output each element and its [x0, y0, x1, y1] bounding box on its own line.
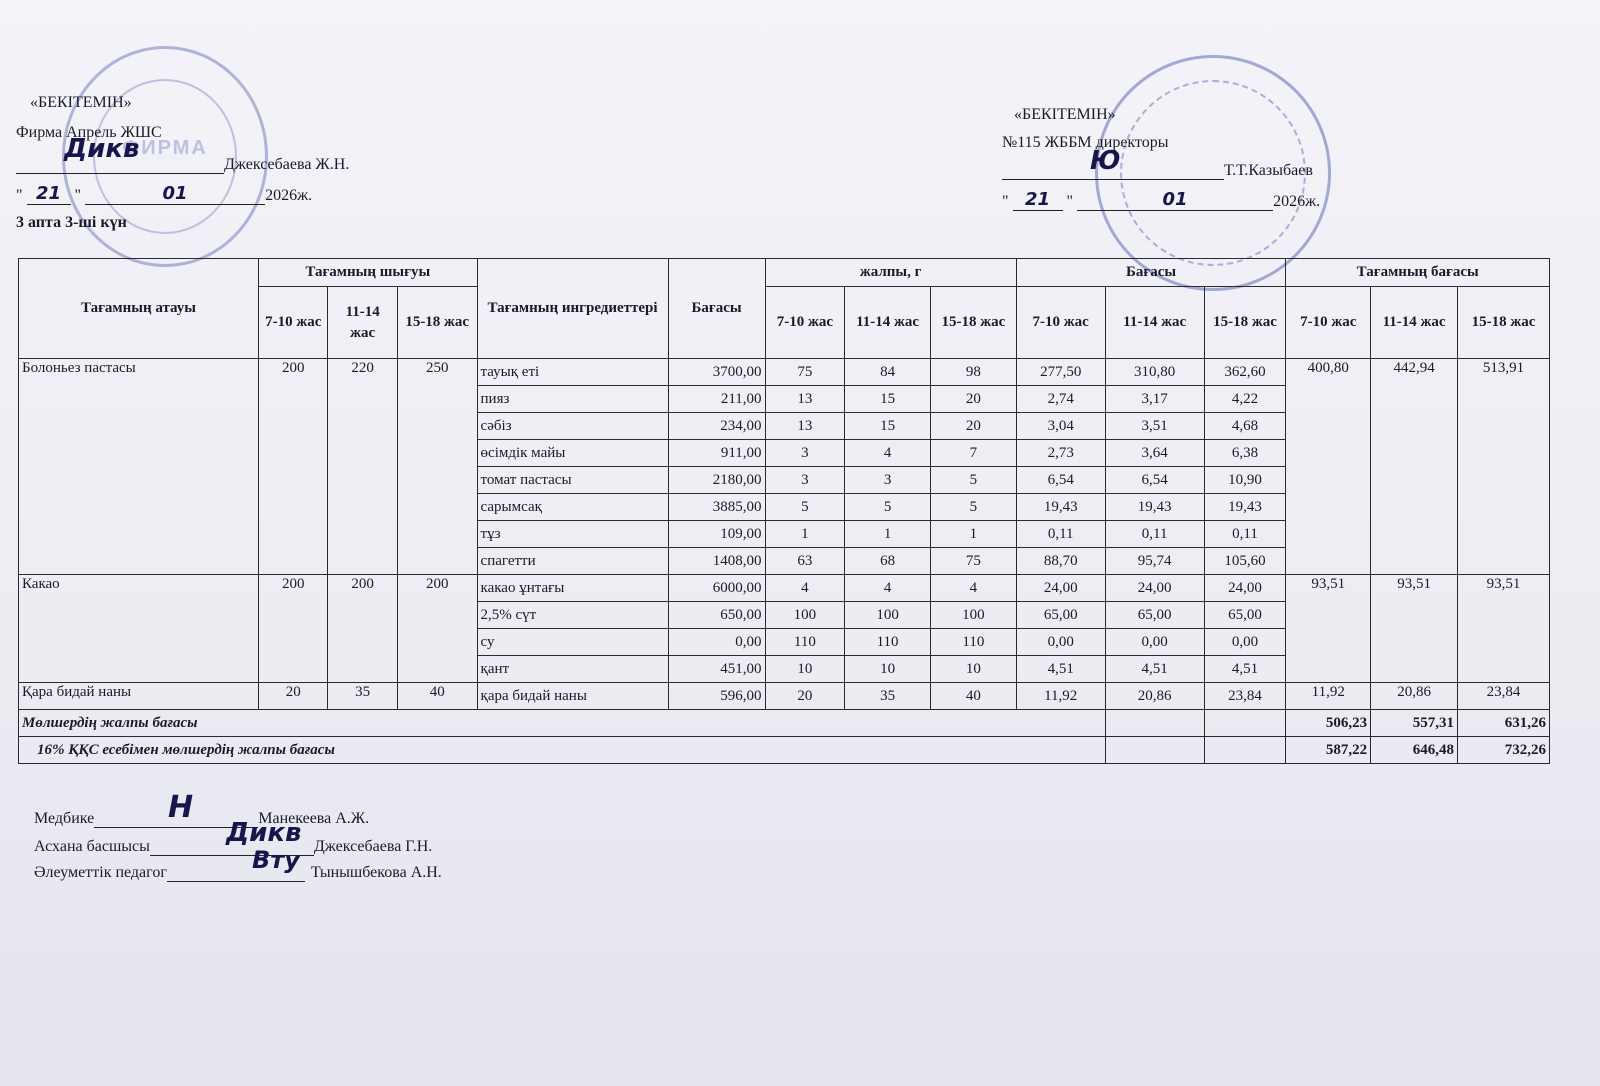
social-pedagogue-line [34, 864, 442, 882]
left-signature-line [16, 173, 224, 174]
ingredient-grams-11-14: 3 [845, 467, 931, 494]
ingredient-row [19, 575, 1550, 602]
ingredient-cost-11-14: 0,11 [1105, 521, 1204, 548]
ingredient-grams-15-18: 75 [930, 548, 1016, 575]
header-grams-age-11-14: 11-14 жас [845, 287, 931, 359]
vat-total-row [19, 737, 1550, 764]
ingredient-grams-15-18: 10 [930, 656, 1016, 683]
ingredient-unit-price: 2180,00 [668, 467, 765, 494]
dish-price-11-14: 20,86 [1371, 683, 1458, 710]
ingredient-cost-15-18: 65,00 [1204, 602, 1286, 629]
dish-name: Болоньез пастасы [19, 359, 259, 575]
ingredient-cost-7-10: 6,54 [1016, 467, 1105, 494]
ingredient-name: су [477, 629, 668, 656]
nurse-line [34, 810, 369, 828]
ingredient-cost-11-14: 4,51 [1105, 656, 1204, 683]
header-ingredients: Тағамның ингредиеттері [477, 259, 668, 359]
dish-price-15-18: 93,51 [1457, 575, 1549, 683]
ingredient-unit-price: 650,00 [668, 602, 765, 629]
ingredient-name: 2,5% сүт [477, 602, 668, 629]
ingredient-grams-11-14: 35 [845, 683, 931, 710]
left-date-day: 21 [27, 184, 71, 205]
ingredient-cost-7-10: 19,43 [1016, 494, 1105, 521]
right-approve-title: «БЕКІТЕМІН» [1014, 106, 1116, 123]
ingredient-grams-7-10: 13 [765, 413, 845, 440]
header-unit-price: Бағасы [668, 259, 765, 359]
dish-output-15-18: 250 [397, 359, 477, 575]
ingredient-unit-price: 0,00 [668, 629, 765, 656]
ingredient-cost-11-14: 65,00 [1105, 602, 1204, 629]
ingredient-cost-7-10: 2,73 [1016, 440, 1105, 467]
header-output: Тағамның шығуы [259, 259, 478, 287]
dish-output-15-18: 40 [397, 683, 477, 710]
ingredient-grams-11-14: 5 [845, 494, 931, 521]
ingredient-name: қара бидай наны [477, 683, 668, 710]
right-date-quote-close: " [1066, 193, 1074, 211]
dish-name: Какао [19, 575, 259, 683]
dish-price-7-10: 400,80 [1286, 359, 1371, 575]
ingredient-cost-15-18: 0,00 [1204, 629, 1286, 656]
ingredient-grams-7-10: 13 [765, 386, 845, 413]
ingredient-cost-15-18: 4,51 [1204, 656, 1286, 683]
vat-empty-cell [1105, 737, 1204, 764]
left-date-quote-open: " [16, 187, 23, 205]
header-cost-age-15-18: 15-18 жас [1204, 287, 1286, 359]
ingredient-unit-price: 211,00 [668, 386, 765, 413]
dish-name: Қара бидай наны [19, 683, 259, 710]
ingredient-cost-7-10: 11,92 [1016, 683, 1105, 710]
header-cost-age-11-14: 11-14 жас [1105, 287, 1204, 359]
right-handwritten-signature: Ю [1090, 146, 1121, 176]
ingredient-unit-price: 1408,00 [668, 548, 765, 575]
ingredient-cost-11-14: 24,00 [1105, 575, 1204, 602]
ingredient-cost-15-18: 23,84 [1204, 683, 1286, 710]
ingredient-grams-7-10: 5 [765, 494, 845, 521]
social-pedagogue-handwritten-signature: Вту [252, 846, 300, 874]
vat-total-label: 16% ҚҚС есебімен мөлшердің жалпы бағасы [19, 737, 1106, 764]
ingredient-cost-11-14: 20,86 [1105, 683, 1204, 710]
ingredient-grams-7-10: 3 [765, 467, 845, 494]
ingredient-cost-7-10: 2,74 [1016, 386, 1105, 413]
ingredient-cost-15-18: 105,60 [1204, 548, 1286, 575]
left-date-year: 2026ж. [265, 187, 313, 205]
ingredient-cost-11-14: 3,51 [1105, 413, 1204, 440]
ingredient-cost-7-10: 24,00 [1016, 575, 1105, 602]
ingredient-cost-7-10: 4,51 [1016, 656, 1105, 683]
ingredient-grams-11-14: 100 [845, 602, 931, 629]
ingredient-grams-11-14: 1 [845, 521, 931, 548]
left-seal-text: ФИРМА [122, 137, 208, 159]
right-date-quote-open: " [1002, 193, 1009, 211]
ingredient-grams-11-14: 84 [845, 359, 931, 386]
ingredient-grams-15-18: 4 [930, 575, 1016, 602]
dish-price-11-14: 93,51 [1371, 575, 1458, 683]
ingredient-unit-price: 6000,00 [668, 575, 765, 602]
header-output-age-7-10: 7-10 жас [259, 287, 328, 359]
header-cost-age-7-10: 7-10 жас [1016, 287, 1105, 359]
ingredient-grams-7-10: 3 [765, 440, 845, 467]
dish-price-11-14: 442,94 [1371, 359, 1458, 575]
ingredient-grams-15-18: 5 [930, 467, 1016, 494]
dish-price-7-10: 93,51 [1286, 575, 1371, 683]
header-grams-age-15-18: 15-18 жас [930, 287, 1016, 359]
kitchen-head-handwritten-signature: Дикв [226, 818, 302, 848]
ingredient-grams-11-14: 68 [845, 548, 931, 575]
ingredient-cost-7-10: 277,50 [1016, 359, 1105, 386]
dish-output-7-10: 20 [259, 683, 328, 710]
week-day-label: 3 апта 3-ші күн [16, 214, 127, 231]
ingredient-name: какао ұнтағы [477, 575, 668, 602]
ingredient-grams-7-10: 75 [765, 359, 845, 386]
ingredient-grams-7-10: 63 [765, 548, 845, 575]
ingredient-cost-15-18: 19,43 [1204, 494, 1286, 521]
dish-price-15-18: 23,84 [1457, 683, 1549, 710]
ingredient-grams-15-18: 110 [930, 629, 1016, 656]
ingredient-cost-15-18: 10,90 [1204, 467, 1286, 494]
ingredient-grams-15-18: 5 [930, 494, 1016, 521]
dish-output-11-14: 200 [328, 575, 397, 683]
menu-table-body [19, 359, 1550, 710]
right-org-name: №115 ЖББМ директоры [1002, 134, 1169, 151]
ingredient-name: тауық еті [477, 359, 668, 386]
header-price-age-11-14: 11-14 жас [1371, 287, 1458, 359]
ingredient-name: қант [477, 656, 668, 683]
total-empty-cell [1204, 710, 1286, 737]
ingredient-cost-11-14: 3,64 [1105, 440, 1204, 467]
ingredient-grams-7-10: 20 [765, 683, 845, 710]
menu-cost-table [18, 258, 1550, 764]
ingredient-grams-15-18: 98 [930, 359, 1016, 386]
ingredient-grams-15-18: 20 [930, 413, 1016, 440]
right-date-month: 01 [1077, 190, 1273, 211]
dish-price-7-10: 11,92 [1286, 683, 1371, 710]
header-price-age-7-10: 7-10 жас [1286, 287, 1371, 359]
header-dish-price: Тағамның бағасы [1286, 259, 1550, 287]
ingredient-name: пияз [477, 386, 668, 413]
header-output-age-15-18: 15-18 жас [397, 287, 477, 359]
ingredient-row [19, 359, 1550, 386]
left-approve-title: «БЕКІТЕМІН» [30, 94, 132, 111]
total-7-10: 506,23 [1286, 710, 1371, 737]
ingredient-grams-11-14: 110 [845, 629, 931, 656]
ingredient-name: сәбіз [477, 413, 668, 440]
ingredient-name: томат пастасы [477, 467, 668, 494]
vat-total-11-14: 646,48 [1371, 737, 1458, 764]
header-grams-age-7-10: 7-10 жас [765, 287, 845, 359]
ingredient-grams-15-18: 20 [930, 386, 1016, 413]
header-price-age-15-18: 15-18 жас [1457, 287, 1549, 359]
ingredient-cost-11-14: 3,17 [1105, 386, 1204, 413]
ingredient-cost-7-10: 3,04 [1016, 413, 1105, 440]
ingredient-grams-11-14: 4 [845, 575, 931, 602]
right-date-line [1002, 190, 1320, 211]
kitchen-head-role: Асхана басшысы [34, 838, 150, 855]
ingredient-unit-price: 911,00 [668, 440, 765, 467]
ingredient-name: тұз [477, 521, 668, 548]
ingredient-grams-7-10: 100 [765, 602, 845, 629]
ingredient-cost-11-14: 0,00 [1105, 629, 1204, 656]
ingredient-cost-7-10: 65,00 [1016, 602, 1105, 629]
ingredient-cost-15-18: 362,60 [1204, 359, 1286, 386]
ingredient-cost-7-10: 0,11 [1016, 521, 1105, 548]
dish-output-15-18: 200 [397, 575, 477, 683]
social-pedagogue-role: Әлеуметтік педагог [34, 864, 167, 881]
ingredient-unit-price: 3700,00 [668, 359, 765, 386]
header-dish-name: Тағамның атауы [19, 259, 259, 359]
ingredient-name: сарымсақ [477, 494, 668, 521]
vat-total-15-18: 732,26 [1457, 737, 1549, 764]
ingredient-name: өсімдік майы [477, 440, 668, 467]
left-org-name: Фирма Апрель ЖШС [16, 124, 162, 141]
dish-price-15-18: 513,91 [1457, 359, 1549, 575]
ingredient-name: спагетти [477, 548, 668, 575]
left-handwritten-signature: Дикв [64, 134, 140, 164]
ingredient-row [19, 683, 1550, 710]
ingredient-cost-11-14: 6,54 [1105, 467, 1204, 494]
left-date-line [16, 184, 312, 205]
dish-output-7-10: 200 [259, 575, 328, 683]
social-pedagogue-name: Тынышбекова А.Н. [310, 864, 442, 881]
dish-output-11-14: 220 [328, 359, 397, 575]
header-cost: Бағасы [1016, 259, 1286, 287]
ingredient-grams-7-10: 10 [765, 656, 845, 683]
ingredient-cost-11-14: 310,80 [1105, 359, 1204, 386]
ingredient-unit-price: 109,00 [668, 521, 765, 548]
dish-output-11-14: 35 [328, 683, 397, 710]
ingredient-cost-15-18: 24,00 [1204, 575, 1286, 602]
ingredient-grams-11-14: 4 [845, 440, 931, 467]
ingredient-grams-7-10: 1 [765, 521, 845, 548]
ingredient-cost-15-18: 4,22 [1204, 386, 1286, 413]
ingredient-grams-15-18: 40 [930, 683, 1016, 710]
vat-total-7-10: 587,22 [1286, 737, 1371, 764]
ingredient-cost-15-18: 6,38 [1204, 440, 1286, 467]
nurse-name: Манекеева А.Ж. [258, 810, 370, 827]
total-label: Мөлшердің жалпы бағасы [19, 710, 1106, 737]
social-pedagogue-signature-line [167, 881, 305, 882]
total-row [19, 710, 1550, 737]
ingredient-grams-11-14: 15 [845, 386, 931, 413]
ingredient-grams-15-18: 100 [930, 602, 1016, 629]
ingredient-cost-15-18: 4,68 [1204, 413, 1286, 440]
left-date-month: 01 [85, 184, 265, 205]
ingredient-grams-15-18: 7 [930, 440, 1016, 467]
kitchen-head-name: Джексебаева Г.Н. [313, 838, 433, 855]
nurse-handwritten-signature: Н [168, 790, 194, 825]
ingredient-grams-15-18: 1 [930, 521, 1016, 548]
left-signer-name: Джексебаева Ж.Н. [224, 156, 350, 173]
total-15-18: 631,26 [1457, 710, 1549, 737]
ingredient-unit-price: 596,00 [668, 683, 765, 710]
dish-output-7-10: 200 [259, 359, 328, 575]
ingredient-cost-7-10: 0,00 [1016, 629, 1105, 656]
ingredient-unit-price: 3885,00 [668, 494, 765, 521]
ingredient-unit-price: 451,00 [668, 656, 765, 683]
total-empty-cell [1105, 710, 1204, 737]
ingredient-grams-11-14: 15 [845, 413, 931, 440]
ingredient-grams-7-10: 4 [765, 575, 845, 602]
right-signature-line [1002, 179, 1224, 180]
ingredient-cost-11-14: 95,74 [1105, 548, 1204, 575]
ingredient-cost-11-14: 19,43 [1105, 494, 1204, 521]
total-11-14: 557,31 [1371, 710, 1458, 737]
header-output-age-11-14: 11-14 жас [328, 287, 397, 359]
ingredient-unit-price: 234,00 [668, 413, 765, 440]
right-date-day: 21 [1013, 190, 1063, 211]
right-date-year: 2026ж. [1273, 193, 1321, 211]
ingredient-cost-15-18: 0,11 [1204, 521, 1286, 548]
left-date-quote-close: " [74, 187, 82, 205]
vat-empty-cell [1204, 737, 1286, 764]
header-total-grams: жалпы, г [765, 259, 1016, 287]
ingredient-grams-11-14: 10 [845, 656, 931, 683]
right-signer-name: Т.Т.Казыбаев [1224, 162, 1313, 179]
ingredient-grams-7-10: 110 [765, 629, 845, 656]
right-signer-line [1002, 162, 1313, 180]
nurse-role: Медбике [34, 810, 95, 827]
ingredient-cost-7-10: 88,70 [1016, 548, 1105, 575]
